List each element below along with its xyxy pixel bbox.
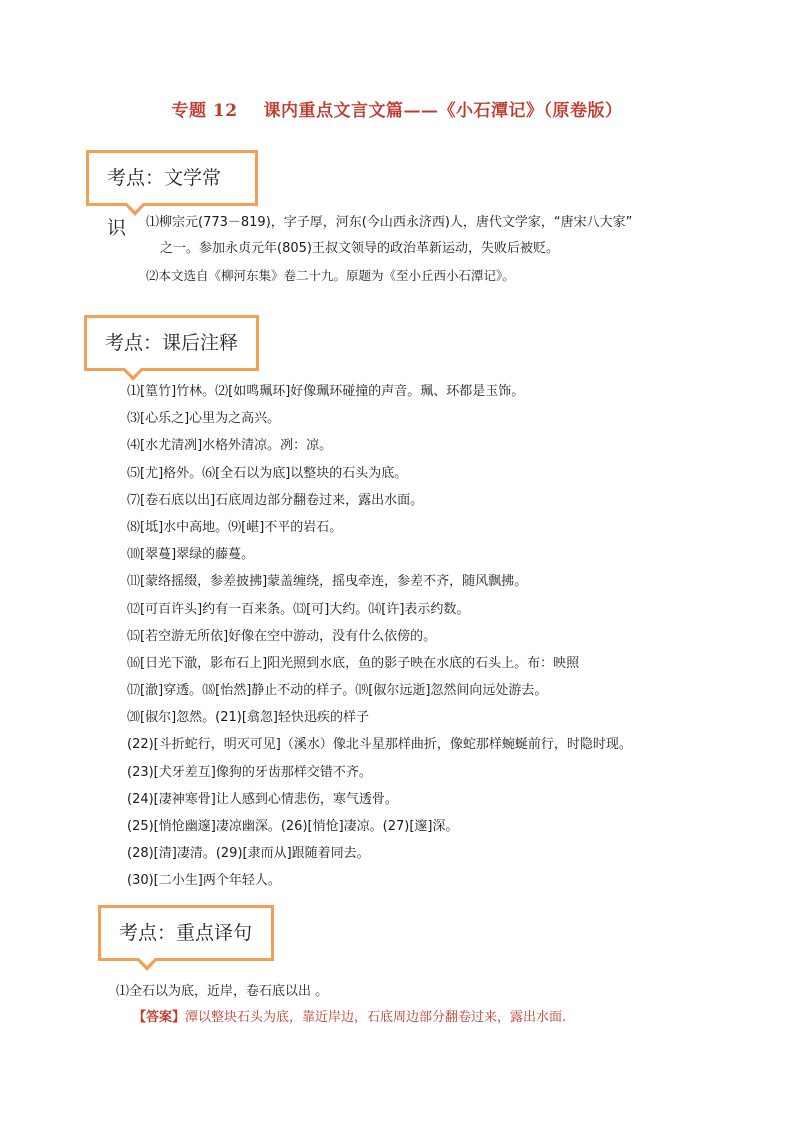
note-item: (25)[悄怆幽邃]凄凉幽深。(26)[悄怆]凄凉。(27)[邃]深。 [127, 819, 459, 834]
note-item: ⑽[翠蔓]翠绿的藤蔓。 [127, 547, 255, 563]
literature-item-2: ⑵本文选自《柳河东集》卷二十九。原题为《至小丘西小石潭记》。 [146, 268, 515, 283]
section-heading-notes [84, 315, 259, 371]
section-heading-label: 考点：课后注释 [105, 332, 239, 354]
translation-sentence: ⑴全石以为底，近岸，卷石底以出 。 [116, 984, 329, 999]
note-item: (30)[二小生]两个年轻人。 [127, 873, 281, 889]
note-item: ⑸[尤]格外。⑹[全石以为底]以整块的石头为底。 [127, 465, 408, 481]
section-heading-label: 考点：重点译句 [119, 922, 253, 944]
note-item: ⑿[可百许头]约有一百来条。⒀[可]大约。⒁[许]表示约数。 [127, 601, 470, 617]
literature-item-1 [146, 210, 716, 262]
note-item: ⒇[俶尔]忽然。(21)[翕忽]轻快迅疾的样子 [127, 710, 369, 726]
note-item: ⒃[日光下澈，影布石上]阳光照到水底，鱼的影子映在水底的石头上。布：映照 [127, 655, 580, 671]
section-heading-translation [98, 905, 274, 961]
note-item: ⒄[澈]穿透。⒅[怡然]静止不动的样子。⒆[俶尔远逝]忽然间向远处游去。 [127, 683, 548, 699]
notes-list [127, 378, 687, 895]
answer-label: 【答案】 [133, 1010, 186, 1025]
note-item: ⑷[水尤清冽]水格外清凉。冽：凉。 [127, 438, 333, 454]
title-topic-number: 专题 12 [171, 101, 238, 121]
note-item: ⑴[篁竹]竹林。⑵[如鸣珮环]好像珮环碰撞的声音。珮、环都是玉饰。 [127, 384, 525, 399]
note-item: (23)[犬牙差互]像狗的牙齿那样交错不齐。 [127, 764, 372, 780]
section-heading-literature [86, 150, 258, 239]
note-item: (24)[凄神寒骨]让人感到心情悲伤，寒气透骨。 [127, 791, 398, 807]
note-item: (22)[斗折蛇行，明灭可见]（溪水）像北斗星那样曲折，像蛇那样蜿蜒前行，时隐时现。 [127, 737, 632, 753]
note-item: ⑻[坻]水中高地。⑼[嵁]不平的岩石。 [127, 519, 343, 535]
note-item: (28)[清]凄清。(29)[隶而从]跟随着同去。 [127, 846, 370, 862]
note-item: ⑶[心乐之]心里为之高兴。 [127, 411, 281, 427]
title-topic-name: 课内重点文言文篇——《小石潭记》（原卷版） [263, 101, 623, 121]
answer-text: 潭以整块石头为底，靠近岸边，石底周边部分翻卷过来，露出水面. [185, 1010, 567, 1025]
note-item: ⑺[卷石底以出]石底周边部分翻卷过来，露出水面。 [127, 492, 424, 508]
page-title [0, 96, 794, 121]
answer-line [133, 1006, 566, 1025]
literature-line: 之一。参加永贞元年(805)王叔文领导的政治革新运动，失败后被贬。 [160, 241, 559, 256]
literature-line: ⑴柳宗元(773－819)，字子厚，河东(今山西永济西)人，唐代文学家，“唐宋八大家” [146, 215, 633, 230]
section-heading-label: 考点：文学常识 [107, 167, 222, 239]
note-item: ⒂[若空游无所依]好像在空中游动，没有什么依傍的。 [127, 628, 437, 644]
note-item: ⑾[蒙络摇缀，参差披拂]蒙盖缠绕，摇曳牵连，参差不齐，随风飘拂。 [127, 574, 528, 590]
